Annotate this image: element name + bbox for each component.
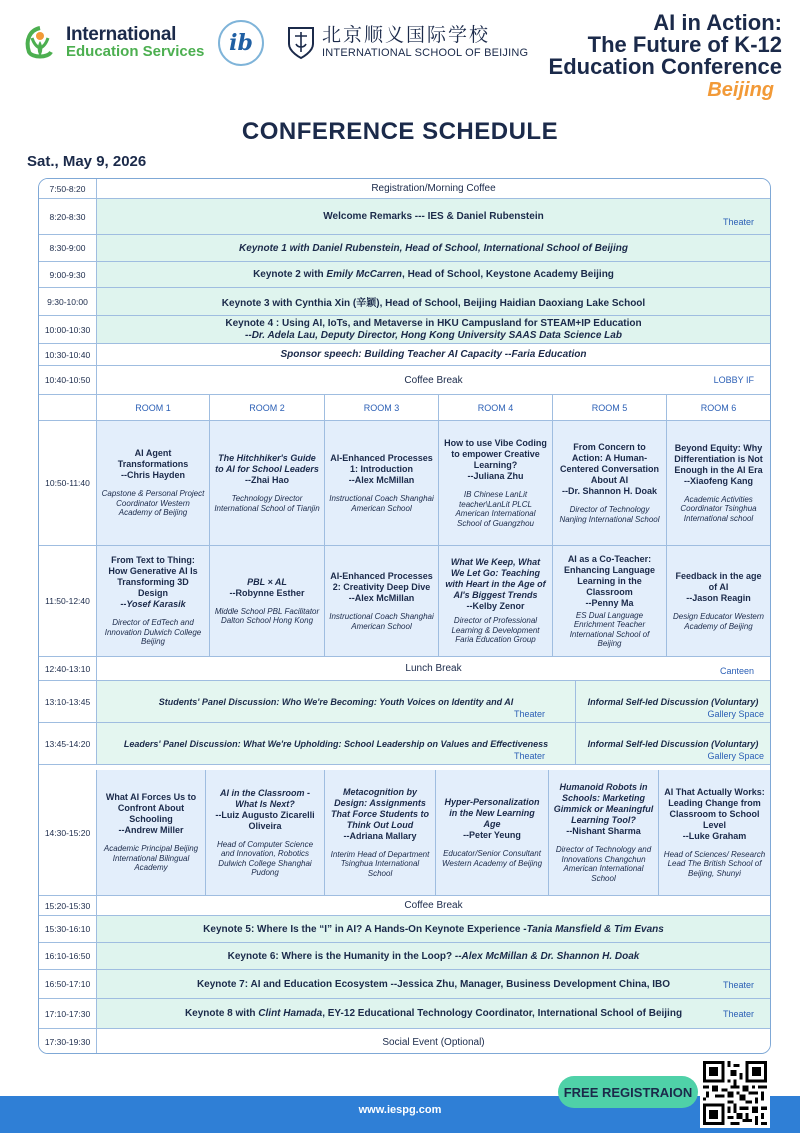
session-card[interactable]: Metacognition by Design: Assignments That Force Students to Think Out Loud --Adriana Mallary Interim Head of Department Tsinghua International School	[325, 770, 436, 895]
schedule-row-coffee2	[39, 896, 770, 916]
time-cell: 10:40-10:50	[39, 366, 97, 394]
session-text: Coffee Break	[404, 374, 463, 386]
session-card[interactable]: What We Keep, What We Let Go: Teaching with Heart in the Age of AI's Biggest Trends --Kelby Zenor Director of Professional Learning & Development Faria Education Group	[439, 546, 553, 656]
time-cell: 17:30-19:30	[39, 1029, 97, 1054]
time-cell: 8:30-9:00	[39, 235, 97, 261]
session-card[interactable]: From Concern to Action: A Human-Centered Conversation About AI --Dr. Shannon H. Doak Director of Technology Nanjing International School	[553, 421, 667, 545]
schedule-row-panel-students	[39, 681, 770, 723]
schedule-row-keynote6	[39, 943, 770, 970]
time-cell: 7:50-8:20	[39, 179, 97, 198]
keynote4-title: Keynote 4 : Using AI, IoTs, and Metaverse in HKU Campusland for STEAM+IP Education	[225, 317, 642, 329]
conf-line3: Education Conference	[548, 54, 782, 79]
time-cell: 14:30-15:20	[39, 770, 97, 895]
isb-crest-icon	[286, 24, 316, 60]
time-cell: 15:20-15:30	[39, 896, 97, 915]
page-title: CONFERENCE SCHEDULE	[241, 118, 559, 145]
ies-leaf-icon	[20, 22, 60, 62]
session-card[interactable]: AI-Enhanced Processes 2: Creativity Deep Dive --Alex McMillan Instructional Coach Shanghai American School	[325, 546, 439, 656]
informal-discussion[interactable]: Informal Self-led Discussion (Voluntary) Gallery Space	[587, 696, 764, 719]
isb-logo[interactable]	[286, 24, 528, 60]
time-cell: 15:30-16:10	[39, 916, 97, 942]
venue-label: Theater	[722, 980, 754, 990]
schedule-date: Sat., May 9, 2026	[27, 153, 147, 170]
time-cell: 9:30-10:00	[39, 288, 97, 315]
session-text: Social Event (Optional)	[382, 1036, 485, 1048]
speaker-name: Emily McCarren	[326, 269, 403, 280]
keynote-prefix: Keynote 2 with	[253, 269, 324, 280]
isb-english-name: INTERNATIONAL SCHOOL OF BEIJING	[322, 46, 529, 59]
conf-line2: The Future of K-12	[587, 32, 782, 57]
session-card[interactable]: AI in the Classroom - What Is Next? --Luiz Augusto Zicarelli Oliveira Head of Computer Science and Innovation, Robotics Dulwich College Shanghai Pudong	[206, 770, 325, 895]
schedule-row-social	[39, 1029, 770, 1054]
schedule-row-registration	[39, 179, 770, 199]
session-text: Lunch Break	[405, 663, 462, 674]
session-card[interactable]: From Text to Thing: How Generative AI Is Transforming 3D Design --Yosef Karasik Director of EdTech and Innovation Dulwich College Beijing	[97, 546, 210, 656]
website-link[interactable]: www.iespg.com	[358, 1104, 442, 1116]
schedule-row-panel-leaders	[39, 723, 770, 765]
room-label: ROOM 5	[553, 395, 667, 420]
schedule-row-keynote5	[39, 916, 770, 943]
time-cell: 17:10-17:30	[39, 999, 97, 1028]
time-cell: 10:00-10:30	[39, 316, 97, 343]
schedule-row-keynote1	[39, 235, 770, 262]
time-cell: 9:00-9:30	[39, 262, 97, 287]
time-cell: 12:40-13:10	[39, 657, 97, 680]
schedule-row-welcome	[39, 199, 770, 235]
conf-line1: AI in Action:	[653, 10, 782, 35]
breakout-session-3	[39, 765, 770, 896]
schedule-row-keynote2	[39, 262, 770, 288]
time-cell-empty	[39, 395, 97, 420]
time-cell: 11:50-12:40	[39, 546, 97, 656]
free-registration-button[interactable]: FREE REGISTRAION	[558, 1076, 698, 1108]
session-text: Keynote 5: Where Is the “I” in AI? A Hands-On Keynote Experience -Tania Mansfield & Tim Evans	[203, 923, 664, 935]
panel-discussion[interactable]: Leaders' Panel Discussion: What We're Upholding: School Leadership on Values and Effectiveness Theater	[97, 723, 576, 764]
session-card[interactable]: Humanoid Robots in Schools: Marketing Gimmick or Meaningful Learning Tool? --Nishant Sharma Director of Technology and Innovations Changchun American International School	[549, 770, 659, 895]
session-text: Keynote 7: AI and Education Ecosystem --Jessica Zhu, Manager, Business Development China, IBO	[196, 978, 671, 990]
time-cell: 13:10-13:45	[39, 681, 97, 722]
session-card[interactable]: AI-Enhanced Processes 1: Introduction --Alex McMillan Instructional Coach Shanghai American School	[325, 421, 439, 545]
schedule-row-keynote4	[39, 316, 770, 344]
session-text: Keynote 1 with Daniel Rubenstein, Head of School, International School of Beijing	[239, 242, 628, 254]
session-card[interactable]: Beyond Equity: Why Differentiation is Not Enough in the AI Era --Xiaofeng Kang Academic Activities Coordinator Tsinghua International school	[674, 442, 763, 523]
venue-label: LOBBY IF	[713, 375, 754, 385]
session-card[interactable]: AI That Actually Works: Leading Change from Classroom to School Level --Luke Graham Head of Sciences/ Research Lead The British School of Beijing, Shunyi	[663, 786, 766, 878]
session-text: Keynote 6: Where is the Humanity in the Loop? --Alex McMillan & Dr. Shannon H. Doak	[227, 950, 640, 962]
header	[0, 0, 800, 110]
session-card[interactable]: How to use Vibe Coding to empower Creative Learning? --Juliana Zhu IB Chinese LanLit teacher\LanLit PLCL American International School of Guangzhou	[439, 421, 553, 545]
ies-logo[interactable]	[20, 22, 204, 62]
ib-logo[interactable]	[218, 20, 264, 66]
session-card[interactable]: AI Agent Transformations --Chris Hayden Capstone & Personal Project Coordinator Western Academy of Beijing	[97, 421, 210, 545]
session-card[interactable]: Hyper-Personalization in the New Learning Age --Peter Yeung Educator/Senior Consultant Western Academy of Beijing	[436, 770, 549, 895]
schedule-row-keynote7	[39, 970, 770, 999]
session-card[interactable]: The Hitchhiker's Guide to AI for School Leaders --Zhai Hao Technology Director International School of Tianjin	[210, 421, 325, 545]
room-label: ROOM 6	[700, 402, 737, 413]
schedule-row-keynote8	[39, 999, 770, 1029]
conf-city: Beijing	[707, 79, 774, 101]
room-header-row	[39, 395, 770, 421]
venue-label: Theater	[722, 1009, 754, 1019]
ies-name-line2: Education Services	[66, 42, 205, 60]
venue-label: Theater	[722, 217, 754, 227]
isb-chinese-name: 北京顺义国际学校	[322, 24, 491, 46]
time-cell: 16:50-17:10	[39, 970, 97, 998]
breakout-session-2	[39, 546, 770, 657]
session-text: Welcome Remarks --- IES & Daniel Rubenstein	[323, 211, 544, 222]
session-text: Registration/Morning Coffee	[371, 183, 496, 194]
schedule-table	[38, 178, 771, 1054]
room-label: ROOM 2	[210, 395, 325, 420]
session-card[interactable]: AI as a Co-Teacher: Enhancing Language Learning in the Classroom --Penny Ma ES Dual Language Enrichment Teacher International School of Beijing	[553, 546, 667, 656]
informal-discussion[interactable]: Informal Self-led Discussion (Voluntary) Gallery Space	[587, 738, 764, 761]
room-label: ROOM 4	[439, 395, 553, 420]
session-text: Keynote 3 with Cynthia Xin (辛颖), Head of School, Beijing Haidian Daoxiang Lake School	[221, 298, 646, 309]
room-label: ROOM 1	[97, 395, 210, 420]
keynote4-speaker: --Dr. Adela Lau, Deputy Director, Hong Kong University SAAS Data Science Lab	[245, 329, 622, 341]
session-card[interactable]: Feedback in the age of AI --Jason Reagin Design Educator Western Academy of Beijing	[672, 571, 764, 631]
panel-discussion[interactable]: Students' Panel Discussion: Who We're Becoming: Youth Voices on Identity and AI Theater	[97, 681, 576, 722]
venue-label: Canteen	[719, 666, 754, 676]
session-text: Keynote 8 with Clint Hamada , EY-12 Educational Technology Coordinator, International School of Beijing	[184, 1008, 683, 1019]
session-card[interactable]: PBL × AL --Robynne Esther Middle School PBL Facilitator Dalton School Hong Kong	[210, 546, 325, 656]
qr-code-icon[interactable]	[700, 1058, 770, 1128]
conference-title	[549, 12, 782, 102]
schedule-row-coffee1	[39, 366, 770, 395]
time-cell: 8:20-8:30	[39, 199, 97, 234]
time-cell: 10:30-10:40	[39, 344, 97, 365]
speaker-role: , Head of School, Keystone Academy Beijing	[402, 269, 614, 280]
session-text: Coffee Break	[404, 900, 463, 911]
room-label: ROOM 3	[325, 395, 439, 420]
time-cell: 16:10-16:50	[39, 943, 97, 969]
session-text	[97, 316, 770, 343]
session-text: Sponsor speech: Building Teacher AI Capacity --Faria Education	[280, 349, 587, 360]
session-text	[97, 262, 770, 287]
breakout-session-1	[39, 421, 770, 546]
ies-name-line1: International	[66, 23, 177, 45]
schedule-row-lunch	[39, 657, 770, 681]
time-cell: 10:50-11:40	[39, 421, 97, 545]
schedule-row-sponsor	[39, 344, 770, 366]
schedule-row-keynote3	[39, 288, 770, 316]
time-cell: 13:45-14:20	[39, 723, 97, 764]
session-card[interactable]: What AI Forces Us to Confront About Schooling --Andrew Miller Academic Principal Beijing International Bilingual Academy	[97, 770, 206, 895]
ib-logo-text: ib	[229, 30, 253, 56]
